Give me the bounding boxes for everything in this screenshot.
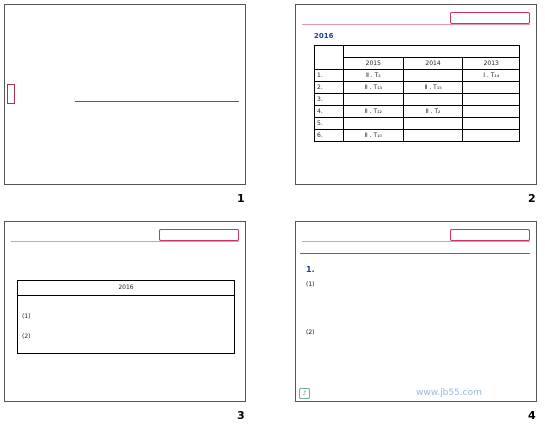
row-label: 5. bbox=[315, 118, 344, 130]
header-tag bbox=[450, 12, 530, 24]
forecast-box bbox=[17, 280, 235, 354]
slide-4[interactable] bbox=[295, 221, 537, 402]
section-underline bbox=[300, 253, 530, 254]
table-row bbox=[315, 94, 520, 106]
subheading: 1. bbox=[306, 265, 315, 274]
table-cell: Ⅱ . T₁₀ bbox=[343, 130, 403, 142]
body-text: (2) bbox=[306, 329, 315, 336]
page-number: 2 bbox=[528, 192, 536, 205]
table-cell bbox=[463, 118, 520, 130]
forecast-item: (1) bbox=[22, 313, 31, 320]
header-line bbox=[302, 241, 530, 242]
watermark-url: www.jb55.com bbox=[416, 388, 482, 398]
slide-3[interactable] bbox=[4, 221, 246, 402]
table-cell bbox=[343, 118, 403, 130]
row-label: 2. bbox=[315, 82, 344, 94]
table-header-row bbox=[315, 46, 520, 58]
table-cell bbox=[403, 130, 463, 142]
row-label: 3. bbox=[315, 94, 344, 106]
slide-1[interactable] bbox=[4, 4, 246, 185]
section-heading: 2016 bbox=[314, 32, 334, 40]
table-row bbox=[315, 82, 520, 94]
table-cell bbox=[463, 82, 520, 94]
table-cell: Ⅱ . T₁₂ bbox=[343, 106, 403, 118]
forecast-box-heading: 2016 bbox=[18, 281, 234, 296]
exam-stats-table bbox=[314, 45, 520, 142]
table-cell: Ⅰ . T₁₄ bbox=[463, 70, 520, 82]
page-number: 1 bbox=[237, 192, 245, 205]
body-text: (1) bbox=[306, 281, 315, 288]
table-cell: Ⅱ . T₂ bbox=[403, 106, 463, 118]
page-number: 4 bbox=[528, 409, 536, 422]
table-row bbox=[315, 106, 520, 118]
title-underline bbox=[75, 101, 239, 102]
table-cell: Ⅱ . T₂ bbox=[343, 70, 403, 82]
row-label: 1. bbox=[315, 70, 344, 82]
table-row bbox=[315, 70, 520, 82]
year-header: 2015 bbox=[343, 58, 403, 70]
page-number: 3 bbox=[237, 409, 245, 422]
header-line bbox=[302, 24, 530, 25]
table-cell bbox=[343, 94, 403, 106]
topic-label-box bbox=[7, 84, 15, 104]
row-label: 6. bbox=[315, 130, 344, 142]
row-label: 4. bbox=[315, 106, 344, 118]
table-cell: Ⅱ . T₁₅ bbox=[403, 82, 463, 94]
table-cell bbox=[463, 130, 520, 142]
table-cell: Ⅱ . T₁₃ bbox=[343, 82, 403, 94]
header-line bbox=[11, 241, 239, 242]
column-header-topic bbox=[315, 46, 344, 70]
header-tag bbox=[159, 229, 239, 241]
header-tag bbox=[450, 229, 530, 241]
table-cell bbox=[403, 94, 463, 106]
speaker-icon[interactable]: ♪ bbox=[299, 388, 310, 399]
table-row bbox=[315, 130, 520, 142]
table-cell bbox=[403, 118, 463, 130]
table-cell bbox=[403, 70, 463, 82]
slide-2[interactable] bbox=[295, 4, 537, 185]
forecast-item: (2) bbox=[22, 333, 31, 340]
table-cell bbox=[463, 106, 520, 118]
column-header-group bbox=[343, 46, 519, 58]
year-header: 2013 bbox=[463, 58, 520, 70]
table-year-row bbox=[315, 58, 520, 70]
table-row bbox=[315, 118, 520, 130]
table-cell bbox=[463, 94, 520, 106]
year-header: 2014 bbox=[403, 58, 463, 70]
